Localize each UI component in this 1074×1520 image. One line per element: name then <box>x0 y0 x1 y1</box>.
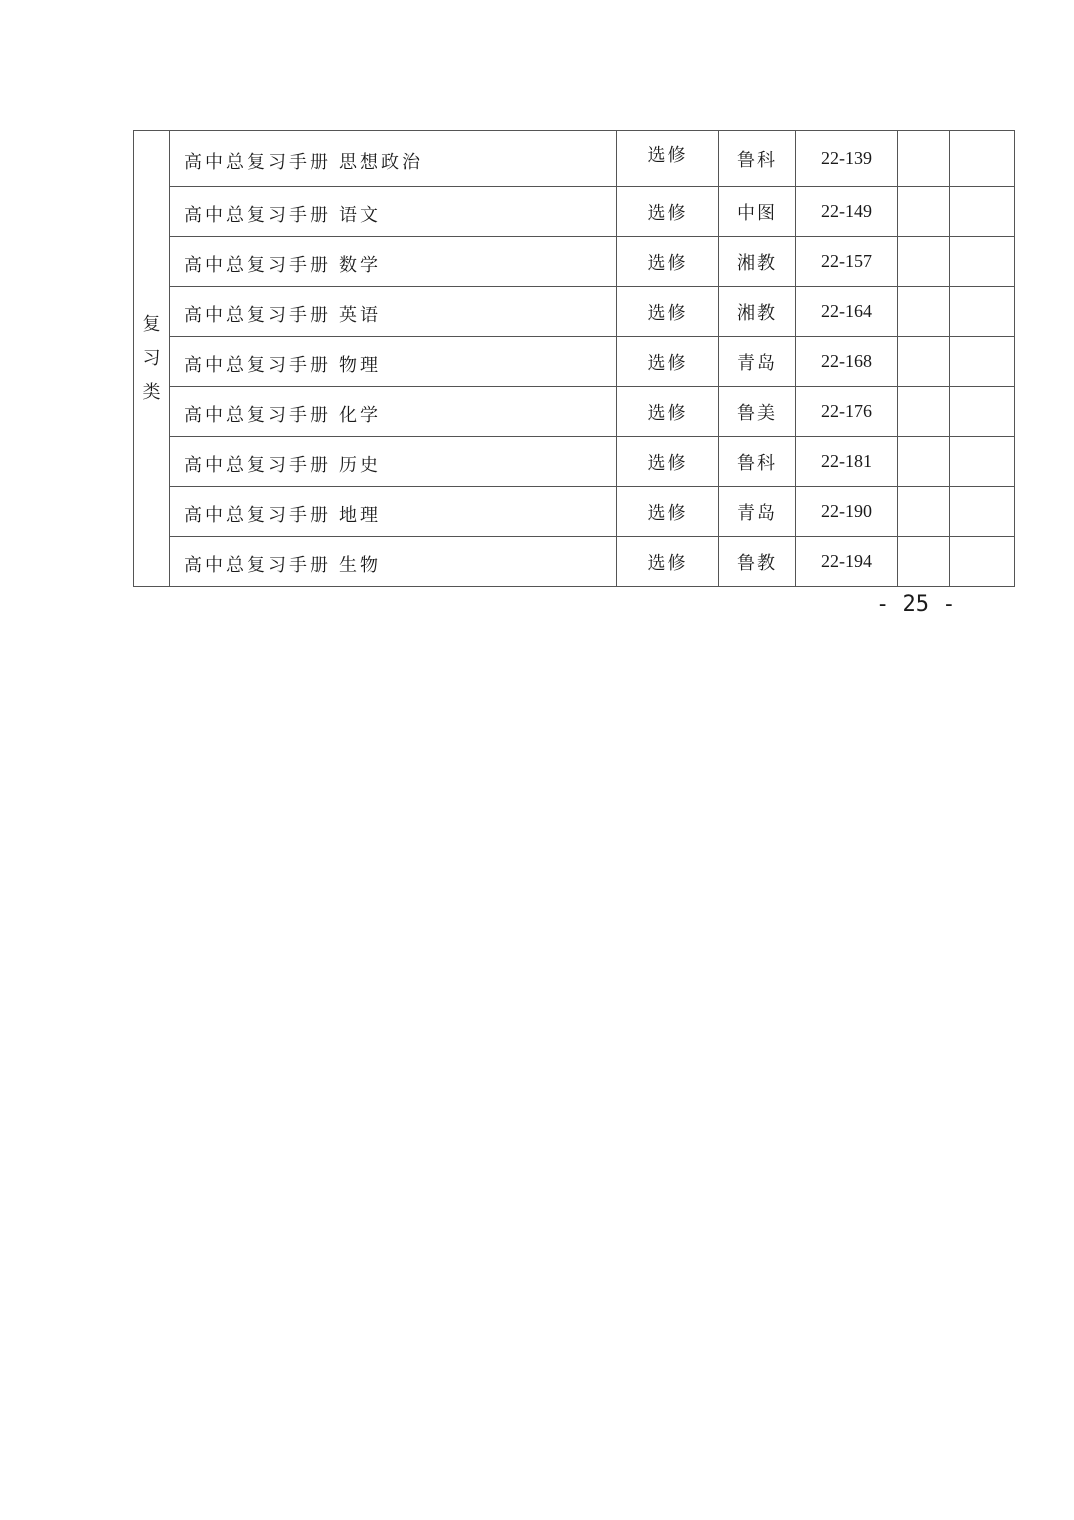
code-cell: 22-164 <box>796 287 898 337</box>
subject-name: 语文 <box>339 204 381 226</box>
title-cell <box>170 131 617 187</box>
type-cell: 选修 <box>617 537 719 587</box>
type-cell: 选修 <box>617 337 719 387</box>
type-cell: 选修 <box>617 187 719 237</box>
code-cell: 22-139 <box>796 131 898 187</box>
title-cell <box>170 487 617 537</box>
empty-cell <box>950 387 1015 437</box>
empty-cell <box>898 187 950 237</box>
type-cell: 选修 <box>617 437 719 487</box>
empty-cell <box>950 187 1015 237</box>
category-cell <box>134 131 170 587</box>
table-row <box>134 487 1015 537</box>
table-row <box>134 287 1015 337</box>
category-label: 复习类 <box>142 313 161 403</box>
title-cell <box>170 387 617 437</box>
subject-name: 生物 <box>339 554 381 576</box>
empty-cell <box>950 437 1015 487</box>
series-name: 高中总复习手册 <box>184 354 331 376</box>
subject-name: 化学 <box>339 404 381 426</box>
table-row <box>134 437 1015 487</box>
subject-name: 思想政治 <box>339 151 423 173</box>
table-row <box>134 187 1015 237</box>
series-name: 高中总复习手册 <box>184 204 331 226</box>
empty-cell <box>950 237 1015 287</box>
empty-cell <box>898 287 950 337</box>
table-row <box>134 387 1015 437</box>
publisher-cell: 湘教 <box>719 287 796 337</box>
code-cell: 22-157 <box>796 237 898 287</box>
table-row <box>134 237 1015 287</box>
empty-cell <box>898 487 950 537</box>
publisher-cell: 湘教 <box>719 237 796 287</box>
book-list-table <box>133 130 1015 587</box>
code-cell: 22-176 <box>796 387 898 437</box>
empty-cell <box>950 337 1015 387</box>
subject-name: 英语 <box>339 304 381 326</box>
title-cell <box>170 437 617 487</box>
subject-name: 地理 <box>339 504 381 526</box>
publisher-cell: 鲁科 <box>719 131 796 187</box>
code-cell: 22-149 <box>796 187 898 237</box>
empty-cell <box>950 131 1015 187</box>
series-name: 高中总复习手册 <box>184 404 331 426</box>
publisher-cell: 鲁教 <box>719 537 796 587</box>
series-name: 高中总复习手册 <box>184 304 331 326</box>
title-cell <box>170 537 617 587</box>
code-cell: 22-181 <box>796 437 898 487</box>
empty-cell <box>898 437 950 487</box>
series-name: 高中总复习手册 <box>184 151 331 173</box>
table-row <box>134 337 1015 387</box>
type-cell: 选修 <box>617 387 719 437</box>
empty-cell <box>898 237 950 287</box>
empty-cell <box>950 487 1015 537</box>
publisher-cell: 青岛 <box>719 337 796 387</box>
table-row <box>134 131 1015 187</box>
title-cell <box>170 237 617 287</box>
publisher-cell: 青岛 <box>719 487 796 537</box>
type-cell: 选修 <box>617 487 719 537</box>
code-cell: 22-190 <box>796 487 898 537</box>
empty-cell <box>950 287 1015 337</box>
empty-cell <box>898 337 950 387</box>
type-cell: 选修 <box>617 237 719 287</box>
subject-name: 数学 <box>339 254 381 276</box>
publisher-cell: 鲁美 <box>719 387 796 437</box>
title-cell <box>170 187 617 237</box>
title-cell <box>170 337 617 387</box>
type-cell: 选修 <box>617 287 719 337</box>
series-name: 高中总复习手册 <box>184 504 331 526</box>
page-number: - 25 - <box>876 592 956 617</box>
title-cell <box>170 287 617 337</box>
empty-cell <box>898 131 950 187</box>
code-cell: 22-194 <box>796 537 898 587</box>
empty-cell <box>898 387 950 437</box>
subject-name: 物理 <box>339 354 381 376</box>
publisher-cell: 中图 <box>719 187 796 237</box>
series-name: 高中总复习手册 <box>184 254 331 276</box>
empty-cell <box>950 537 1015 587</box>
subject-name: 历史 <box>339 454 381 476</box>
empty-cell <box>898 537 950 587</box>
table-row <box>134 537 1015 587</box>
publisher-cell: 鲁科 <box>719 437 796 487</box>
series-name: 高中总复习手册 <box>184 554 331 576</box>
type-cell: 选修 <box>617 131 719 187</box>
series-name: 高中总复习手册 <box>184 454 331 476</box>
code-cell: 22-168 <box>796 337 898 387</box>
